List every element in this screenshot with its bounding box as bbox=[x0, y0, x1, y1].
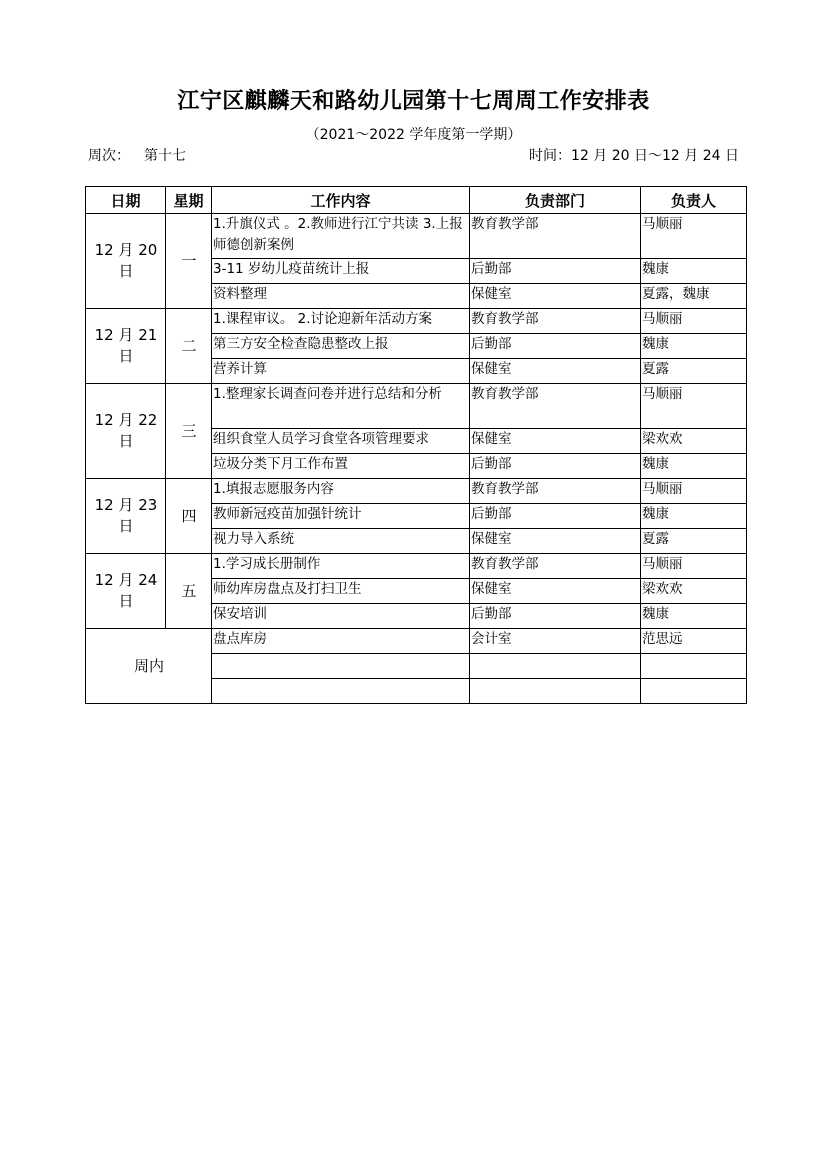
task-dept: 后勤部 bbox=[470, 454, 641, 479]
task-content: 师幼库房盘点及打扫卫生 bbox=[212, 579, 470, 604]
header-dept: 负责部门 bbox=[470, 187, 641, 214]
task-person bbox=[641, 679, 747, 704]
task-person: 夏露 bbox=[641, 529, 747, 554]
table-row bbox=[86, 214, 747, 259]
task-content: 组织食堂人员学习食堂各项管理要求 bbox=[212, 429, 470, 454]
task-content: 营养计算 bbox=[212, 359, 470, 384]
task-dept: 保健室 bbox=[470, 579, 641, 604]
day-date: 12 月 21 日 bbox=[86, 309, 166, 384]
task-dept: 保健室 bbox=[470, 359, 641, 384]
day-date: 12 月 22 日 bbox=[86, 384, 166, 479]
table-row bbox=[86, 384, 747, 429]
task-content: 资料整理 bbox=[212, 284, 470, 309]
task-person: 马顺丽 bbox=[641, 214, 747, 259]
task-person: 梁欢欢 bbox=[641, 429, 747, 454]
day-date: 12 月 20 日 bbox=[86, 214, 166, 309]
table-row bbox=[86, 554, 747, 579]
task-content: 盘点库房 bbox=[212, 629, 470, 654]
task-dept bbox=[470, 679, 641, 704]
task-person: 梁欢欢 bbox=[641, 579, 747, 604]
task-dept bbox=[470, 654, 641, 679]
table-row bbox=[86, 629, 747, 654]
task-content: 教师新冠疫苗加强针统计 bbox=[212, 504, 470, 529]
task-dept: 会计室 bbox=[470, 629, 641, 654]
document-subtitle: （2021～2022 学年度第一学期） bbox=[305, 127, 522, 143]
task-dept: 后勤部 bbox=[470, 504, 641, 529]
task-content bbox=[212, 679, 470, 704]
header-content: 工作内容 bbox=[212, 187, 470, 214]
task-content: 1.升旗仪式 。2.教师进行江宁共读 3.上报师德创新案例 bbox=[212, 214, 470, 259]
task-dept: 保健室 bbox=[470, 284, 641, 309]
task-content: 第三方安全检查隐患整改上报 bbox=[212, 334, 470, 359]
task-person: 马顺丽 bbox=[641, 479, 747, 504]
task-dept: 后勤部 bbox=[470, 259, 641, 284]
week-section-label: 周内 bbox=[86, 629, 212, 704]
task-content: 垃圾分类下月工作布置 bbox=[212, 454, 470, 479]
day-weekday: 二 bbox=[166, 309, 212, 384]
header-person: 负责人 bbox=[641, 187, 747, 214]
task-dept: 后勤部 bbox=[470, 334, 641, 359]
task-person: 魏康 bbox=[641, 604, 747, 629]
task-dept: 教育教学部 bbox=[470, 554, 641, 579]
task-person: 夏露 bbox=[641, 359, 747, 384]
task-person: 魏康 bbox=[641, 454, 747, 479]
task-dept: 教育教学部 bbox=[470, 384, 641, 429]
task-person: 夏露，魏康 bbox=[641, 284, 747, 309]
task-dept: 保健室 bbox=[470, 529, 641, 554]
header-row bbox=[86, 187, 747, 214]
schedule-table bbox=[85, 186, 747, 704]
task-content: 3-11 岁幼儿疫苗统计上报 bbox=[212, 259, 470, 284]
week-value: 第十七 bbox=[144, 148, 186, 164]
task-person: 范思远 bbox=[641, 629, 747, 654]
task-content bbox=[212, 654, 470, 679]
task-dept: 教育教学部 bbox=[470, 479, 641, 504]
task-person: 魏康 bbox=[641, 504, 747, 529]
task-dept: 后勤部 bbox=[470, 604, 641, 629]
day-date: 12 月 24 日 bbox=[86, 554, 166, 629]
week-label: 周次： bbox=[88, 148, 130, 164]
task-content: 1.填报志愿服务内容 bbox=[212, 479, 470, 504]
task-person: 魏康 bbox=[641, 259, 747, 284]
task-content: 1.课程审议。 2.讨论迎新年活动方案 bbox=[212, 309, 470, 334]
day-weekday: 四 bbox=[166, 479, 212, 554]
task-person: 马顺丽 bbox=[641, 554, 747, 579]
header-weekday: 星期 bbox=[166, 187, 212, 214]
day-weekday: 五 bbox=[166, 554, 212, 629]
task-content: 1.学习成长册制作 bbox=[212, 554, 470, 579]
header-date: 日期 bbox=[86, 187, 166, 214]
document-title: 江宁区麒麟天和路幼儿园第十七周周工作安排表 bbox=[177, 88, 650, 114]
week-info bbox=[88, 145, 186, 165]
day-weekday: 三 bbox=[166, 384, 212, 479]
task-content: 视力导入系统 bbox=[212, 529, 470, 554]
task-dept: 保健室 bbox=[470, 429, 641, 454]
table-row bbox=[86, 309, 747, 334]
task-dept: 教育教学部 bbox=[470, 309, 641, 334]
time-range: 时间：12 月 20 日～12 月 24 日 bbox=[529, 148, 739, 164]
day-date: 12 月 23 日 bbox=[86, 479, 166, 554]
task-content: 1.整理家长调查问卷并进行总结和分析 bbox=[212, 384, 470, 429]
task-person: 马顺丽 bbox=[641, 384, 747, 429]
task-content: 保安培训 bbox=[212, 604, 470, 629]
day-weekday: 一 bbox=[166, 214, 212, 309]
task-person: 马顺丽 bbox=[641, 309, 747, 334]
task-person bbox=[641, 654, 747, 679]
task-person: 魏康 bbox=[641, 334, 747, 359]
task-dept: 教育教学部 bbox=[470, 214, 641, 259]
table-row bbox=[86, 479, 747, 504]
